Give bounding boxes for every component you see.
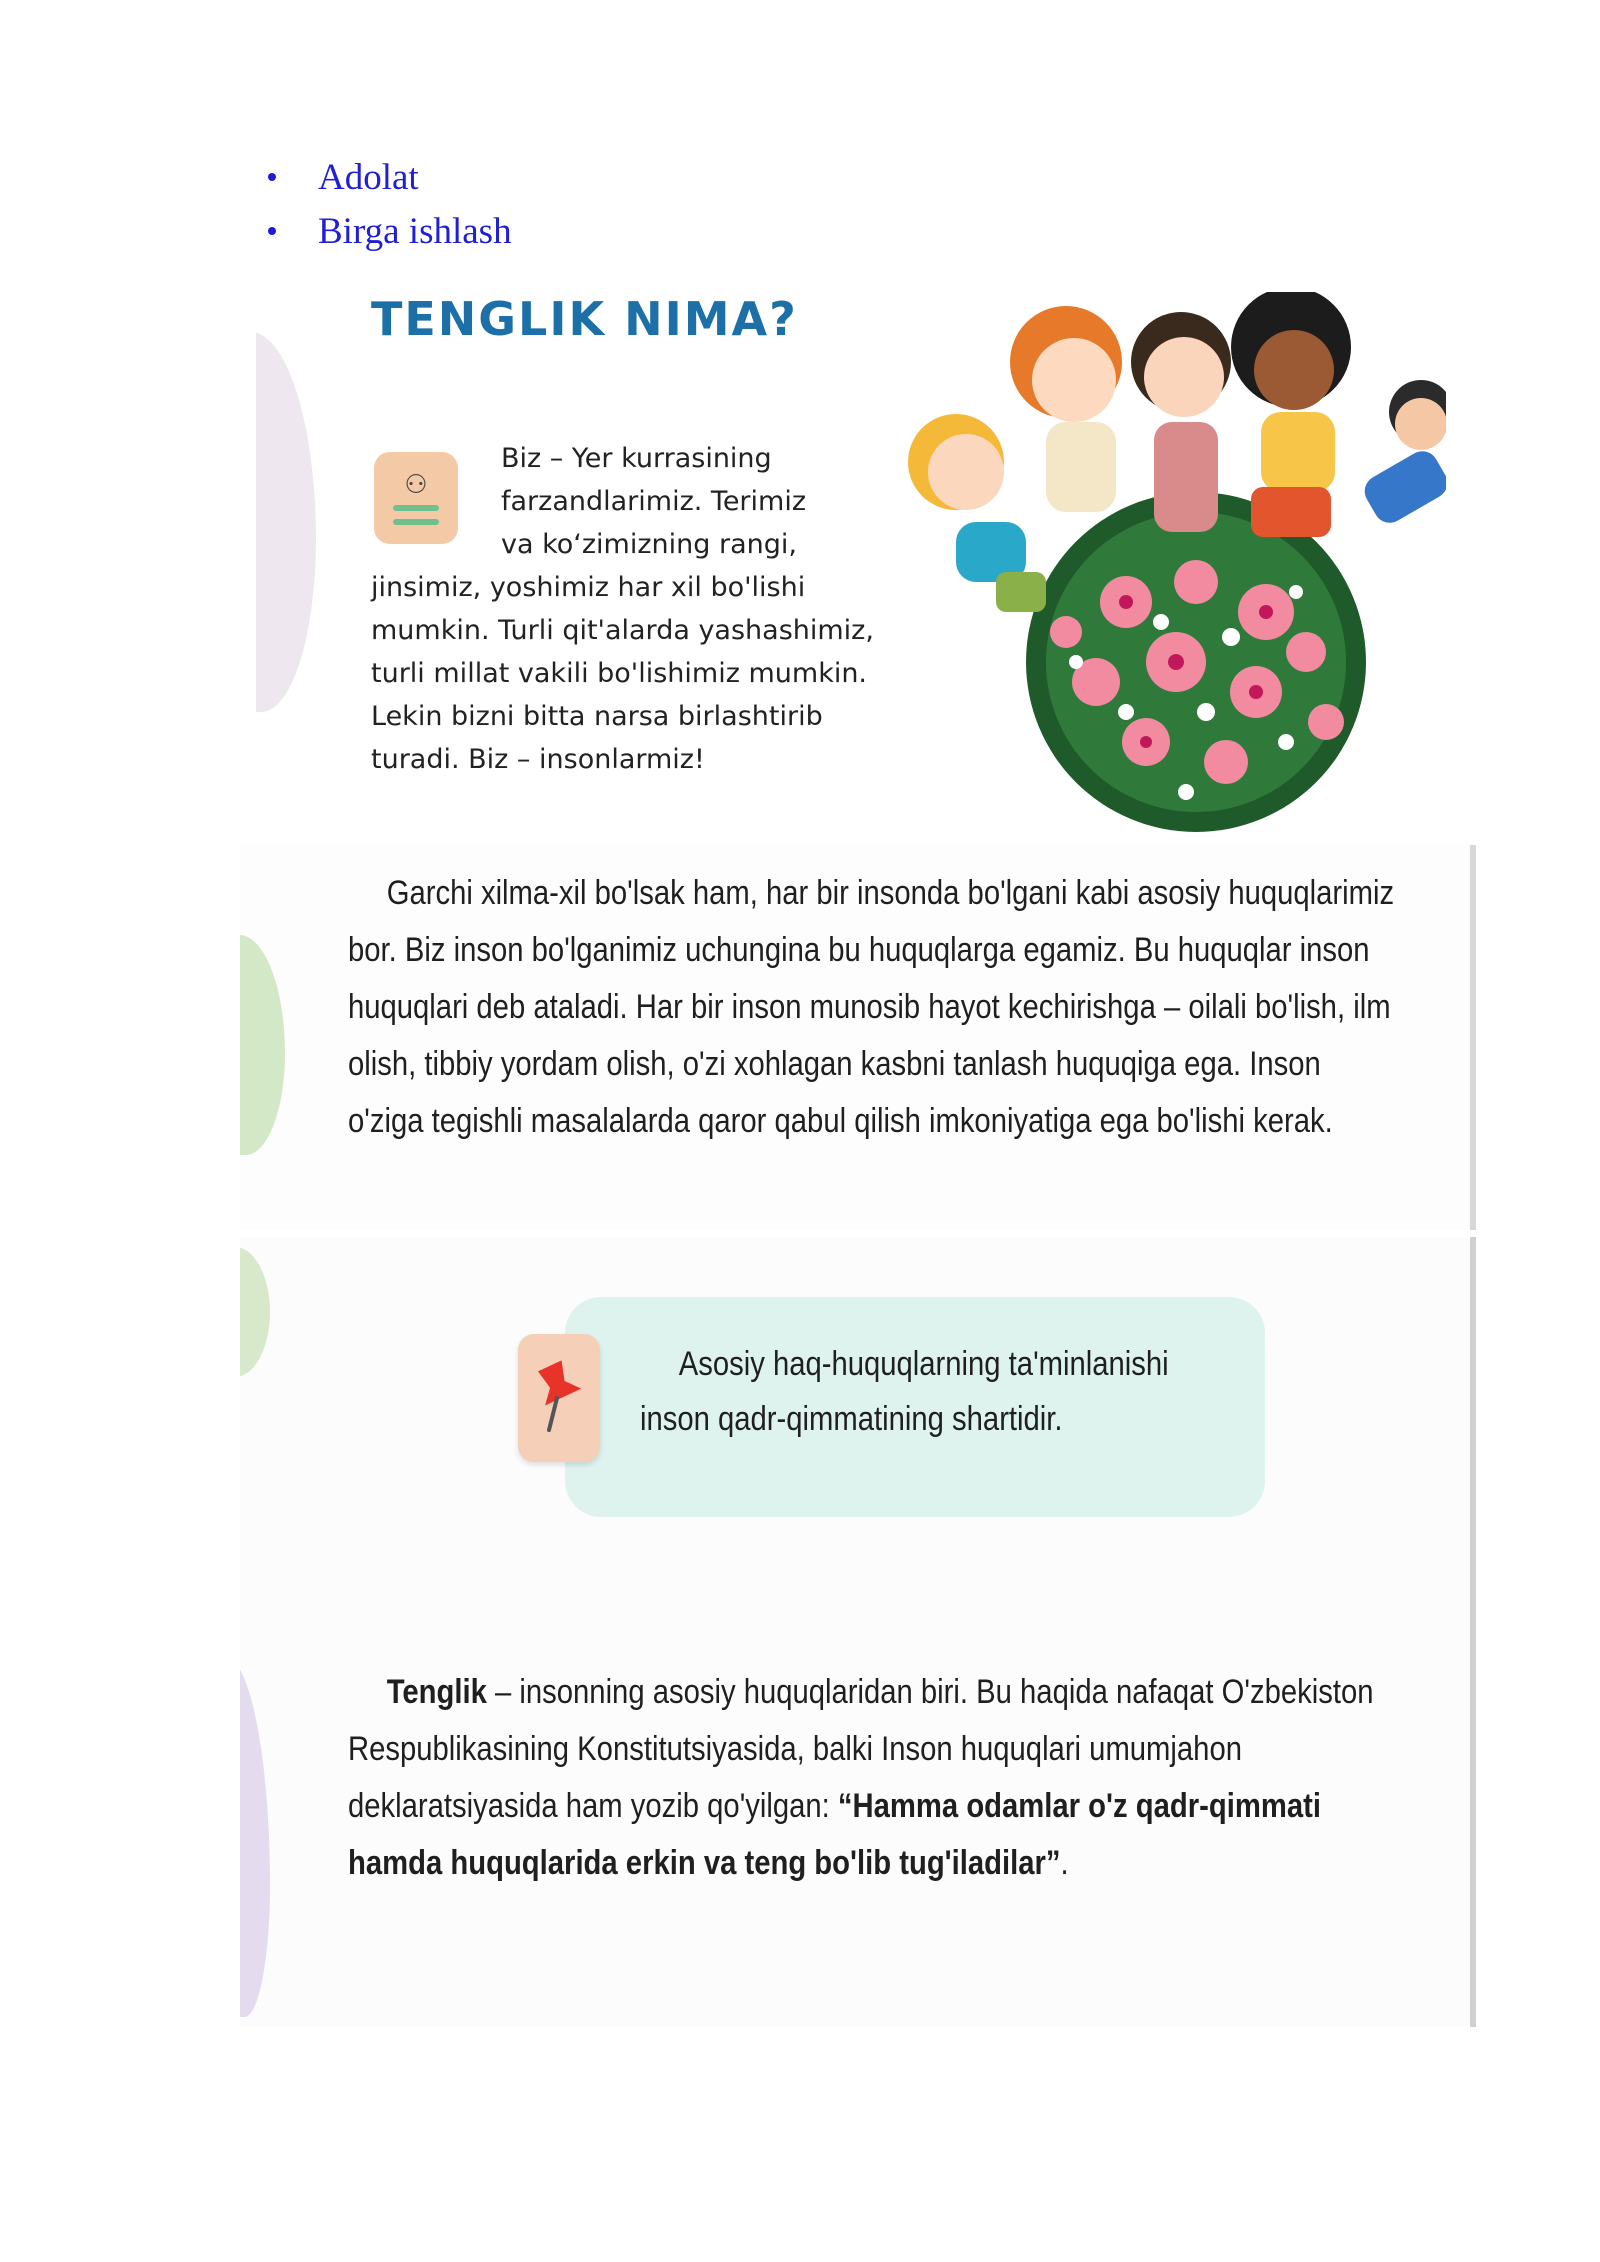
pushpin-icon [518, 1334, 600, 1462]
decorative-shape [240, 1247, 270, 1377]
related-links-list [268, 150, 512, 258]
note-text: Asosiy haq-huquqlarning ta'minlanishi inson qadr-qimmatining shartidir. [640, 1345, 1169, 1438]
textbook-scan-top [256, 292, 1446, 832]
intro-line: turadi. Biz – insonlarmiz! [371, 744, 705, 775]
textbook-scan-middle [240, 845, 1476, 1230]
children-on-globe-illustration [896, 292, 1446, 832]
decorative-shape [240, 935, 285, 1155]
intro-line: turli millat vakili bo'lishimiz mumkin. [371, 658, 868, 689]
intro-line: farzandlarimiz. Terimiz [501, 486, 807, 517]
list-item [268, 204, 512, 258]
decorative-shape [240, 1657, 270, 2017]
textbook-scan-bottom [240, 1237, 1476, 2027]
rights-paragraph: Garchi xilma-xil bo'lsak ham, har bir insonda bo'lgani kabi asosiy huquqlarimiz bor. Biz inson bo'lganimiz uchungina bu huquqlarga egamiz. Bu huquqlar inson huquqlari deb ataladi. Har bir inson munosib hayot kechirishga – oilali bo'lish, ilm olish, tibbiy yordam olish, o'zi xohlagan kasbni tanlash huquqiga ega. Inson o'ziga tegishli masalalarda qaror qabul qilish imkoniyatiga ega bo'lishi kerak. [348, 874, 1395, 1140]
glasses-icon: ⚇ [374, 452, 458, 544]
equality-paragraph [348, 1664, 1397, 1892]
intro-line: Biz – Yer kurrasining [501, 443, 772, 474]
page-title: TENGLIK NIMA? [371, 292, 798, 346]
bullet-icon [268, 173, 276, 181]
intro-line: Lekin bizni bitta narsa birlashtirib [371, 701, 823, 732]
link-adolat[interactable]: Adolat [318, 156, 419, 198]
equality-end: . [1060, 1844, 1069, 1882]
list-item [268, 150, 512, 204]
intro-line: va ko‘zimizning rangi, [501, 529, 797, 560]
bullet-icon [268, 227, 276, 235]
term-tenglik: Tenglik [386, 1673, 487, 1711]
equality-body: – insonning asosiy huquqlaridan biri. Bu haqida nafaqat O'zbekiston Respublikasining Konstitutsiyasida, balki Inson huquqlari umumjahon deklaratsiyasida ham yozib qo'yilgan: [348, 1673, 1374, 1825]
link-birga-ishlash[interactable]: Birga ishlash [318, 210, 512, 252]
intro-line: jinsimiz, yoshimiz har xil bo'lishi [371, 572, 806, 603]
intro-text [371, 437, 931, 781]
intro-line: mumkin. Turli qit'alarda yashashimiz, [371, 615, 874, 646]
decorative-shape [256, 332, 316, 712]
declaration-quote: “Hamma odamlar o'z qadr-qimmati hamda huquqlarida erkin va teng bo'lib tug'iladilar” [348, 1787, 1321, 1882]
